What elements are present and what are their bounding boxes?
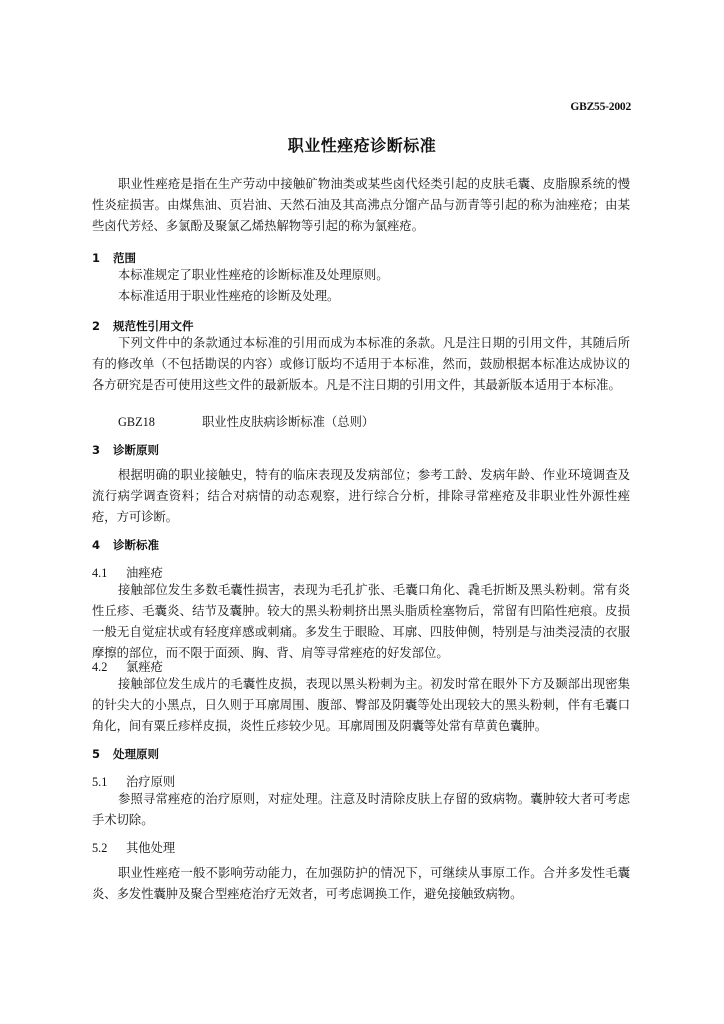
reference-code: GBZ18 bbox=[118, 415, 155, 429]
section-2-paragraph: 下列文件中的条款通过本标准的引用而成为本标准的条款。凡是注日期的引用文件，其随后所有的修改单（不包括勘误的内容）或修订版均不适用于本标准，然而，鼓励根据本标准达成协议的各方研究是否可使用这些文件的最新版本。凡是不注日期的引用文件，其最新版本适用于本标准。 bbox=[92, 336, 630, 393]
section-title: 诊断原则 bbox=[113, 443, 159, 457]
subsection-number: 4.2 bbox=[92, 660, 108, 674]
section-1-paragraph-2: 本标准适用于职业性痤疮的诊断及处理。 bbox=[118, 289, 340, 303]
section-3-paragraph: 根据明确的职业接触史，特有的临床表现及发病部位；参考工龄、发病年龄、作业环境调查及流行病学调查资料；结合对病情的动态观察，进行综合分析，排除寻常痤疮及非职业性外源性痤疮，方可诊断。 bbox=[92, 468, 630, 525]
subsection-title: 其他处理 bbox=[126, 841, 176, 855]
subsection-title: 油痤疮 bbox=[126, 566, 163, 580]
standard-code: GBZ55-2002 bbox=[570, 101, 631, 113]
section-number: 1 bbox=[92, 251, 101, 265]
section-title: 诊断标准 bbox=[113, 538, 159, 552]
section-title: 范围 bbox=[113, 251, 136, 265]
section-2-heading bbox=[92, 318, 194, 334]
subsection-number: 5.2 bbox=[92, 841, 108, 855]
document-title: 职业性痤疮诊断标准 bbox=[287, 136, 437, 155]
reference-title: 职业性皮肤病诊断标准（总则） bbox=[202, 415, 375, 429]
subsection-number: 4.1 bbox=[92, 566, 108, 580]
subsection-5-2-paragraph: 职业性痤疮一般不影响劳动能力，在加强防护的情况下，可继续从事原工作。合并多发性毛囊炎、多发性囊肿及聚合型痤疮治疗无效者，可考虑调换工作，避免接触致病物。 bbox=[92, 866, 630, 902]
subsection-4-1-paragraph: 接触部位发生多数毛囊性损害，表现为毛孔扩张、毛囊口角化、毳毛折断及黑头粉刺。常有炎性丘疹、毛囊炎、结节及囊肿。较大的黑头粉刺挤出黑头脂质栓塞物后，常留有凹陷性疤痕。皮损一般无自觉症状或有轻度痒感或刺痛。多发生于眼睑、耳廓、四肢伸侧，特别是与油类浸渍的衣服摩擦的部位，而不限于面颈、胸、背、肩等寻常痤疮的好发部位。 bbox=[92, 583, 630, 661]
section-title: 处理原则 bbox=[113, 747, 159, 761]
subsection-5-2-heading bbox=[92, 838, 175, 856]
section-1-paragraph-1: 本标准规定了职业性痤疮的诊断标准及处理原则。 bbox=[118, 268, 389, 282]
subsection-number: 5.1 bbox=[92, 775, 108, 789]
subsection-5-1-paragraph: 参照寻常痤疮的治疗原则，对症处理。注意及时清除皮肤上存留的致病物。囊肿较大者可考虑手术切除。 bbox=[92, 792, 630, 828]
section-4-heading bbox=[92, 537, 159, 553]
intro-paragraph: 职业性痤疮是指在生产劳动中接触矿物油类或某些卤代烃类引起的皮肤毛囊、皮脂腺系统的慢性炎症损害。由煤焦油、页岩油、天然石油及其高沸点分馏产品与沥青等引起的称为油痤疮；由某些卤代芳烃、多氯酚及聚氯乙烯热解物等引起的称为氯痤疮。 bbox=[92, 177, 630, 234]
section-5-heading bbox=[92, 746, 159, 762]
section-number: 5 bbox=[92, 747, 101, 761]
section-1-heading bbox=[92, 250, 136, 266]
section-3-heading bbox=[92, 442, 159, 458]
section-number: 4 bbox=[92, 538, 101, 552]
section-title: 规范性引用文件 bbox=[113, 319, 194, 333]
subsection-5-1-heading bbox=[92, 772, 175, 790]
normative-reference bbox=[118, 412, 374, 430]
section-number: 2 bbox=[92, 319, 101, 333]
section-number: 3 bbox=[92, 443, 101, 457]
subsection-title: 治疗原则 bbox=[126, 775, 176, 789]
subsection-4-2-paragraph: 接触部位发生成片的毛囊性皮损，表现以黑头粉刺为主。初发时常在眼外下方及颞部出现密集的针尖大的小黑点，日久则于耳廓周围、腹部、臀部及阴囊等处出现较大的黑头粉刺，伴有毛囊口角化，间有粟丘疹样皮损，炎性丘疹较少见。耳廓周围及阴囊等处常有草黄色囊肿。 bbox=[92, 677, 630, 734]
subsection-title: 氯痤疮 bbox=[126, 660, 163, 674]
subsection-4-1-heading bbox=[92, 563, 163, 581]
subsection-4-2-heading bbox=[92, 657, 163, 675]
